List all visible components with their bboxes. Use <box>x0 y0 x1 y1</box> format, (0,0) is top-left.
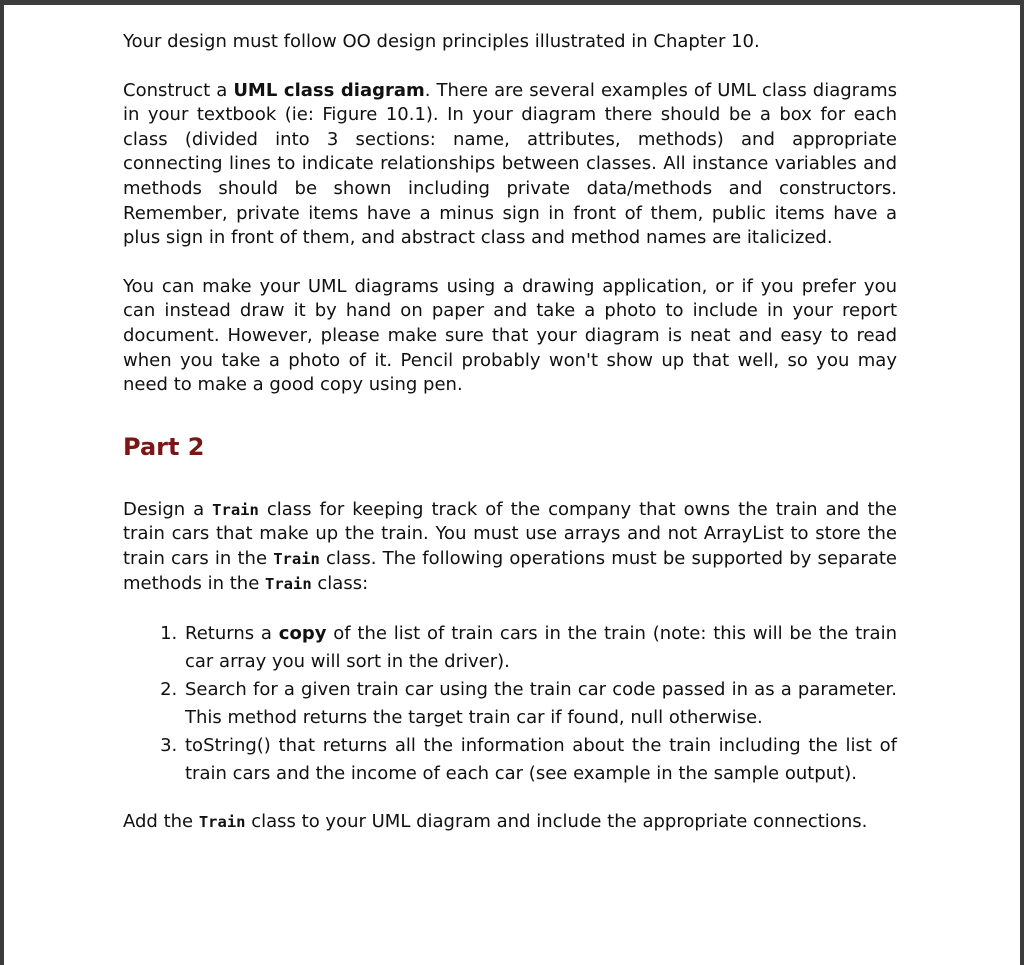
uml-bold-text: UML class diagram <box>233 79 425 101</box>
list-item <box>183 732 897 788</box>
item3-text: toString() that returns all the information about the train including the list of train cars and the income of each car (see example in the sample output). <box>185 735 897 785</box>
train-code-1: Train <box>212 500 259 519</box>
viewer-left-border <box>0 0 4 965</box>
item1-lead: Returns a <box>185 623 279 645</box>
part2-heading: Part 2 <box>123 432 205 461</box>
intro-paragraph <box>123 30 897 55</box>
item1-rest: of the list of train cars in the train (note: this will be the train car array you will sort in the driver). <box>185 623 897 673</box>
document-page <box>123 30 897 835</box>
train-text-2: class for keeping track of the company that owns the train and the train cars that make up the train. You must use arrays and not ArrayList to store the train cars in the <box>123 498 897 569</box>
uml-lead-text: Construct a <box>123 79 234 101</box>
drawing-text: You can make your UML diagrams using a drawing application, or if you prefer you can instead draw it by hand on paper and take a photo to include in your report document. However, please make sure that your diagram is neat and easy to read when you take a photo of it. Pencil probably won't show up that well, so you may need to make a good copy using pen. <box>123 275 897 396</box>
uml-paragraph <box>123 79 897 251</box>
add-paragraph <box>123 810 897 835</box>
add-text-1: Add the <box>123 811 199 833</box>
train-code-2: Train <box>273 549 320 568</box>
train-paragraph <box>123 498 897 596</box>
viewer-right-border <box>1020 0 1024 965</box>
train-text-4: class: <box>311 572 369 594</box>
add-code: Train <box>198 813 246 832</box>
operations-list <box>123 620 897 788</box>
drawing-paragraph <box>123 275 897 398</box>
uml-rest-text: . There are several examples of UML class diagrams in your textbook (ie: Figure 10.1). In your diagram there should be a box for each class (divided into 3 sections: name, attributes, methods) and appropriate connecting lines to indicate relationships between classes. All instance variables and methods should be shown including private data/methods and constructors. Remember, private items have a minus sign in front of them, public items have a plus sign in front of them, and abstract class and method names are italicized. <box>123 79 897 249</box>
item1-bold: copy <box>278 623 327 645</box>
viewer-top-border <box>0 0 1024 5</box>
list-item <box>183 620 897 676</box>
train-text-3: class. The following operations must be supported by separate methods in the <box>123 547 897 594</box>
add-text-2: class to your UML diagram and include the appropriate connections. <box>245 811 868 833</box>
list-item <box>183 676 897 732</box>
train-code-3: Train <box>265 574 312 593</box>
train-text-1: Design a <box>123 498 213 520</box>
item2-text: Search for a given train car using the train car code passed in as a parameter. This method returns the target train car if found, null otherwise. <box>185 679 897 729</box>
intro-text: Your design must follow OO design principles illustrated in Chapter 10. <box>123 31 760 52</box>
